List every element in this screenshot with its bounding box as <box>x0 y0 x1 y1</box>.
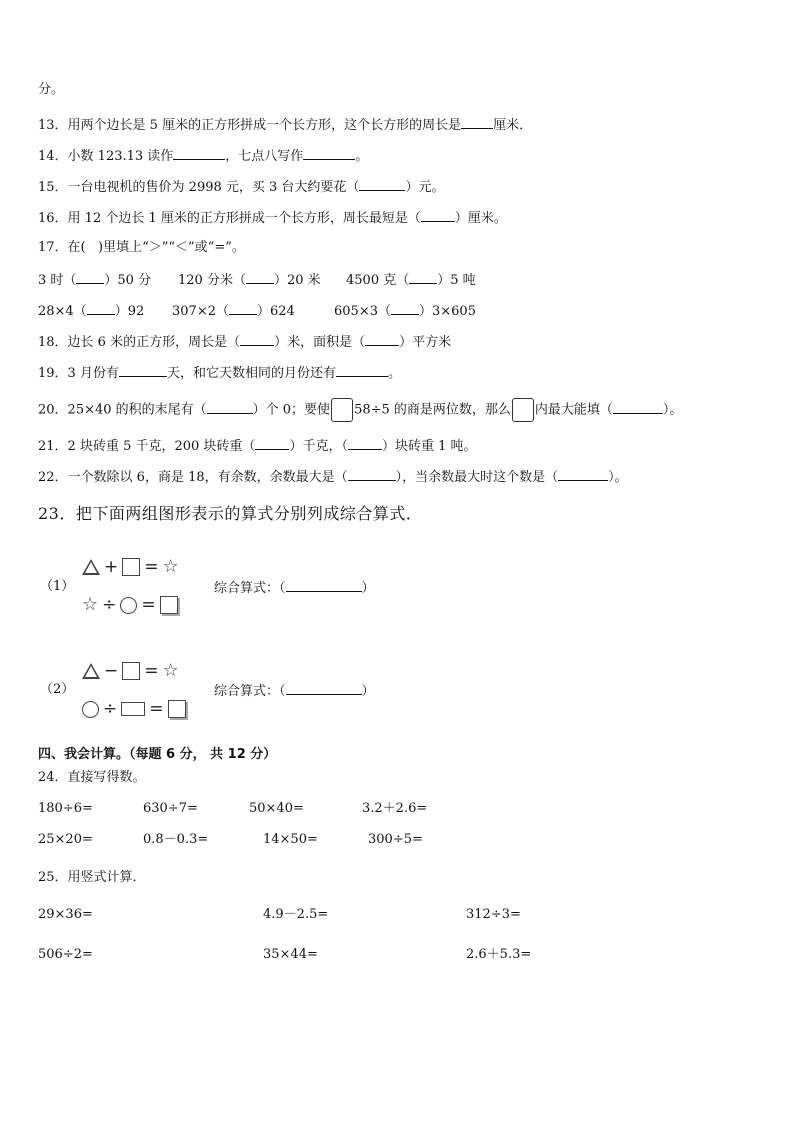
answer-blank[interactable] <box>87 301 115 315</box>
answer-blank[interactable] <box>246 270 274 284</box>
answer-blank[interactable] <box>359 177 405 191</box>
square-icon <box>168 700 186 718</box>
vertical-calc-item: 4.9－2.5= <box>263 907 329 922</box>
answer-blank[interactable] <box>421 208 455 222</box>
question-18: 18．边长 6 米的正方形，周长是（ ）米，面积是（ ）平方米 <box>38 332 451 352</box>
question-21: 21．2 块砖重 5 千克，200 块砖重（ ）千克，（ ）块砖重 1 吨。 <box>38 436 477 456</box>
triangle-icon <box>82 559 100 575</box>
question-23-title: 23．把下面两组图形表示的算式分别列成综合算式． <box>38 504 423 523</box>
calc-item: 3.2＋2.6= <box>362 801 428 816</box>
answer-blank[interactable] <box>240 332 274 346</box>
vertical-calc-item: 506÷2= <box>38 947 93 962</box>
group-number: （2） <box>40 682 75 697</box>
vertical-calc-item: 312÷3= <box>466 907 521 922</box>
calc-item: 300÷5= <box>368 832 423 847</box>
compare-item: 3 时（ ）50 分 <box>38 270 151 290</box>
answer-blank[interactable] <box>76 270 104 284</box>
question-20: 20．25×40 的积的末尾有（ ）个 0；要使 58÷5 的商是两位数，那么 内最大能填（ ）。 <box>38 398 682 422</box>
star-icon: ☆ <box>162 556 179 577</box>
answer-blank[interactable] <box>348 467 396 481</box>
previous-question-fragment: 分。 <box>38 82 65 97</box>
answer-blank[interactable] <box>558 467 608 481</box>
compare-item: 4500 克（ ）5 吨 <box>346 270 476 290</box>
star-icon: ☆ <box>82 594 99 615</box>
shape-equation-row: ☆ ÷ = <box>82 594 178 616</box>
compare-item: 28×4（ ）92 <box>38 301 144 321</box>
answer-blank[interactable] <box>461 115 493 129</box>
answer-blank[interactable] <box>613 400 663 414</box>
section-heading: 四、我会计算。（每题 6 分， 共 12 分） <box>38 747 277 762</box>
digit-box[interactable] <box>331 398 353 422</box>
shape-equation-row: ÷ = <box>82 698 186 720</box>
digit-box[interactable] <box>512 398 534 422</box>
combined-formula-label: 综合算式：（ ） <box>214 578 375 598</box>
triangle-icon <box>82 663 100 679</box>
answer-blank[interactable] <box>255 436 289 450</box>
answer-blank[interactable] <box>229 301 257 315</box>
shape-equation-row: + = ☆ <box>82 556 179 578</box>
question-25-title: 25．用竖式计算． <box>38 870 146 885</box>
answer-blank[interactable] <box>336 363 388 377</box>
calc-item: 0.8－0.3= <box>143 832 209 847</box>
calc-item: 50×40= <box>249 801 304 816</box>
question-24-title: 24．直接写得数。 <box>38 770 146 785</box>
shape-equation-row: − = ☆ <box>82 660 179 682</box>
square-icon <box>160 596 178 614</box>
calc-item: 14×50= <box>263 832 318 847</box>
answer-blank[interactable] <box>286 681 362 695</box>
vertical-calc-item: 2.6＋5.3= <box>466 947 532 962</box>
circle-icon <box>120 597 137 614</box>
answer-blank[interactable] <box>303 146 355 160</box>
circle-icon <box>82 701 99 718</box>
calc-item: 25×20= <box>38 832 93 847</box>
question-17: 17．在( )里填上“＞”“＜”或“=”。 <box>38 240 245 255</box>
answer-blank[interactable] <box>207 400 253 414</box>
square-icon <box>122 558 140 576</box>
answer-blank[interactable] <box>173 146 225 160</box>
compare-item: 120 分米（ ）20 米 <box>178 270 321 290</box>
compare-item: 605×3（ ）3×605 <box>334 301 476 321</box>
answer-blank[interactable] <box>365 332 399 346</box>
answer-blank[interactable] <box>409 270 437 284</box>
vertical-calc-item: 29×36= <box>38 907 93 922</box>
answer-blank[interactable] <box>286 578 362 592</box>
answer-blank[interactable] <box>391 301 419 315</box>
question-14: 14．小数 123.13 读作 ，七点八写作 。 <box>38 146 368 166</box>
question-16: 16．用 12 个边长 1 厘米的正方形拼成一个长方形，周长最短是（ ）厘米。 <box>38 208 507 228</box>
vertical-calc-item: 35×44= <box>263 947 318 962</box>
combined-formula-label: 综合算式：（ ） <box>214 681 375 701</box>
calc-item: 630÷7= <box>143 801 198 816</box>
question-15: 15．一台电视机的售价为 2998 元，买 3 台大约要花（ ）元。 <box>38 177 444 197</box>
answer-blank[interactable] <box>348 436 382 450</box>
calc-item: 180÷6= <box>38 801 93 816</box>
square-icon <box>122 662 140 680</box>
question-19: 19．3 月份有 天，和它天数相同的月份还有 。 <box>38 363 401 383</box>
group-number: （1） <box>40 579 75 594</box>
compare-item: 307×2（ ）624 <box>172 301 295 321</box>
answer-blank[interactable] <box>119 363 167 377</box>
rectangle-icon <box>121 702 145 716</box>
star-icon: ☆ <box>162 660 179 681</box>
question-22: 22．一个数除以 6，商是 18，有余数，余数最大是（ ），当余数最大时这个数是（ ）。 <box>38 467 628 487</box>
question-13: 13．用两个边长是 5 厘米的正方形拼成一个长方形，这个长方形的周长是 厘米． <box>38 115 532 135</box>
